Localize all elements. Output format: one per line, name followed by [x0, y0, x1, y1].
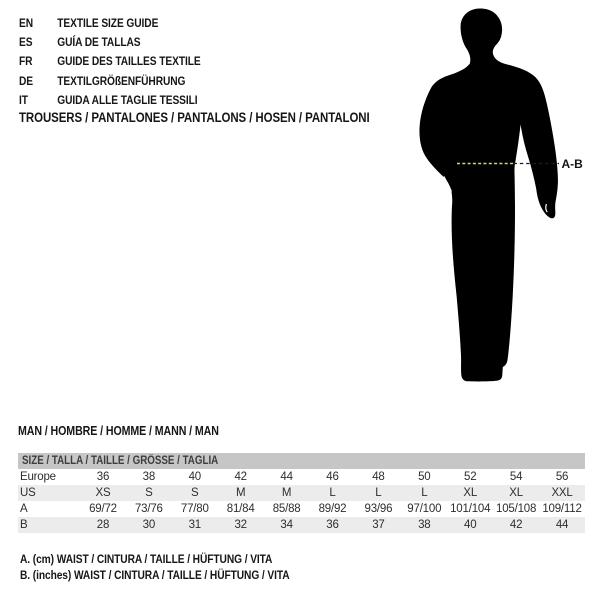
language-row	[19, 71, 201, 90]
size-cell: 109/112	[542, 502, 582, 515]
size-row-label: US	[20, 486, 36, 499]
size-cell: 52	[464, 470, 477, 483]
section-title-man: MAN / HOMBRE / HOMME / MANN / MAN	[18, 424, 219, 438]
size-cell: 44	[555, 519, 569, 532]
hand-highlight	[546, 204, 547, 212]
size-cell: 36	[96, 470, 110, 483]
size-cell: L	[421, 486, 428, 499]
footnote-a: A. (cm) WAIST / CINTURA / TAILLE / HÜFTUNG / VITA	[20, 552, 273, 566]
man-silhouette	[419, 9, 557, 382]
size-cell: 48	[372, 470, 385, 483]
size-cell: 32	[234, 519, 247, 532]
size-cell: 28	[96, 519, 110, 532]
size-table-body	[18, 469, 585, 534]
language-label: GUÍA DE TALLAS	[57, 34, 141, 49]
size-cell: L	[329, 486, 336, 499]
size-cell: 93/96	[364, 502, 393, 515]
language-row	[19, 52, 201, 71]
size-cell: 38	[142, 470, 156, 483]
language-guide-block	[19, 13, 201, 109]
language-label: TEXTILGRÖßENFÜHRUNG	[57, 73, 186, 88]
size-cell: 46	[326, 470, 339, 483]
size-table-row	[18, 469, 585, 485]
size-row-label: B	[20, 519, 28, 532]
size-cell: M	[235, 486, 246, 499]
size-cell: XS	[95, 486, 111, 499]
language-code: ES	[19, 34, 33, 49]
language-code: DE	[19, 73, 34, 88]
size-cell: 85/88	[272, 502, 301, 515]
size-row-label: Europe	[20, 470, 56, 483]
size-table-row	[18, 485, 585, 501]
size-cell: 50	[418, 470, 431, 483]
size-cell: 54	[509, 470, 523, 483]
footnotes	[20, 552, 290, 584]
language-label: TEXTILE SIZE GUIDE	[57, 15, 159, 30]
size-table-row	[18, 501, 585, 517]
size-cell: L	[375, 486, 382, 499]
language-code: IT	[19, 92, 28, 107]
garment-title: TROUSERS / PANTALONES / PANTALONS / HOSEN / PANTALONI	[19, 110, 370, 125]
thumb-highlight	[444, 177, 452, 192]
size-cell: 56	[555, 470, 569, 483]
size-cell: 97/100	[407, 502, 442, 515]
size-cell: 40	[464, 519, 477, 532]
size-table-header-label: SIZE / TALLA / TAILLE / GRÖSSE / TAGLIA	[22, 454, 219, 467]
size-cell: 81/84	[226, 502, 255, 515]
size-row-label: A	[20, 502, 28, 515]
size-cell: XXL	[551, 486, 573, 499]
language-label: GUIDE DES TAILLES TEXTILE	[57, 54, 201, 69]
size-table-row	[18, 517, 585, 533]
size-cell: 40	[188, 470, 201, 483]
size-cell: 89/92	[318, 502, 347, 515]
size-cell: 37	[372, 519, 385, 532]
size-cell: S	[145, 486, 153, 499]
size-cell: 69/72	[89, 502, 117, 515]
size-cell: 42	[509, 519, 523, 532]
size-cell: 36	[326, 519, 339, 532]
size-cell: 31	[188, 519, 201, 532]
language-row	[19, 90, 201, 109]
size-cell: 30	[142, 519, 156, 532]
size-cell: 38	[418, 519, 431, 532]
language-code: EN	[19, 15, 34, 30]
size-cell: 101/104	[450, 502, 491, 515]
size-cell: S	[191, 486, 199, 499]
size-cell: 77/80	[180, 502, 209, 515]
footnote-b: B. (inches) WAIST / CINTURA / TAILLE / HÜFTUNG / VITA	[20, 567, 290, 582]
size-cell: 73/76	[134, 502, 163, 515]
size-cell: 105/108	[496, 502, 537, 515]
size-cell: XL	[509, 486, 523, 499]
size-cell: XL	[463, 486, 478, 499]
size-cell: 44	[280, 470, 293, 483]
size-cell: M	[281, 486, 292, 499]
size-table	[18, 453, 585, 533]
language-row	[19, 13, 201, 32]
size-cell: 34	[280, 519, 293, 532]
size-cell: 42	[234, 470, 247, 483]
language-label: GUIDA ALLE TAGLIE TESSILI	[57, 92, 198, 107]
size-table-header	[18, 453, 585, 469]
language-row	[19, 32, 201, 51]
measure-label-ab: A-B	[561, 156, 583, 171]
language-code: FR	[19, 54, 33, 69]
